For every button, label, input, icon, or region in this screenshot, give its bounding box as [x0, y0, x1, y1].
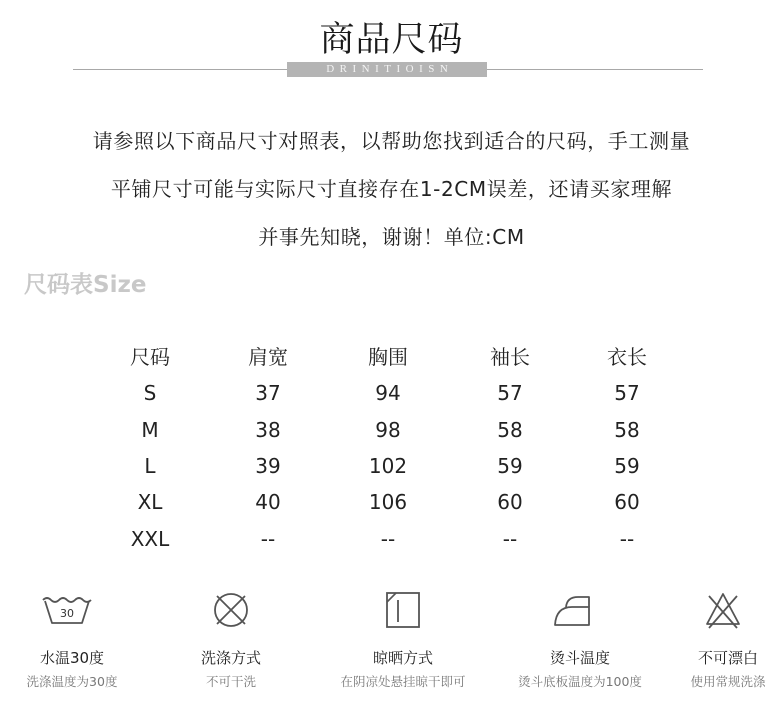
size-label: XXL — [130, 527, 170, 551]
column-header: 衣长 — [607, 345, 647, 369]
table-cell: 57 — [614, 381, 640, 405]
column-header: 袖长 — [490, 345, 530, 369]
wash-30-icon — [7, 588, 127, 632]
column-header: 尺码 — [130, 345, 170, 369]
intro-line: 请参照以下商品尺寸对照表，以帮助您找到适合的尺码，手工测量 — [92, 129, 691, 153]
iron-icon — [552, 593, 592, 627]
table-cell: 58 — [614, 418, 640, 442]
table-cell: -- — [260, 527, 276, 551]
table-cell: 98 — [375, 418, 401, 442]
table-cell: 59 — [614, 454, 640, 478]
size-chart-heading: 尺码表Size — [24, 272, 147, 298]
care-label: 洗涤方式 — [200, 649, 261, 667]
care-item-washing-method — [161, 588, 301, 690]
table-cell: 37 — [255, 381, 281, 405]
no-dry-clean-icon — [161, 588, 301, 632]
table-cell: 60 — [614, 490, 640, 514]
care-note: 不可干洗 — [205, 674, 256, 689]
table-cell: 58 — [497, 418, 523, 442]
size-table — [100, 344, 677, 554]
care-label: 不可漂白 — [697, 649, 758, 667]
table-cell: 60 — [497, 490, 523, 514]
care-note: 在阴凉处悬挂晾干即可 — [340, 674, 466, 689]
care-note: 烫斗底板温度为100度 — [518, 674, 642, 689]
table-cell: -- — [619, 527, 635, 551]
title-band: DRINITIOISN — [287, 62, 487, 77]
column-header: 胸围 — [368, 345, 408, 369]
care-item-ironing — [510, 588, 650, 690]
size-label: M — [141, 418, 159, 442]
care-label: 烫斗温度 — [549, 649, 610, 667]
no-dry-clean-icon — [212, 591, 250, 629]
care-note: 使用常规洗涤 — [690, 674, 766, 689]
table-cell: 38 — [255, 418, 281, 442]
table-cell: -- — [380, 527, 396, 551]
no-bleach-icon — [673, 588, 773, 632]
table-cell: 59 — [497, 454, 523, 478]
table-cell: 39 — [255, 454, 281, 478]
care-note: 洗涤温度为30度 — [26, 674, 118, 689]
table-cell: -- — [502, 527, 518, 551]
care-label: 水温30度 — [39, 649, 105, 667]
table-cell: 40 — [255, 490, 281, 514]
table-cell: 94 — [375, 381, 401, 405]
intro-line: 并事先知晓，谢谢！单位:CM — [258, 225, 525, 249]
care-item-bleach — [678, 588, 778, 690]
wash-temperature-text: 30 — [60, 607, 74, 620]
table-cell: 57 — [497, 381, 523, 405]
care-label: 晾晒方式 — [372, 649, 433, 667]
size-label: S — [143, 381, 157, 405]
wash-30-icon — [41, 595, 93, 625]
page-title: 商品尺码 — [319, 20, 464, 60]
no-bleach-icon — [705, 591, 741, 629]
size-label: XL — [137, 490, 163, 514]
care-item-drying-method — [333, 588, 473, 690]
care-item-wash — [12, 588, 132, 690]
drip-dry-shade-icon — [333, 588, 473, 632]
column-header: 肩宽 — [248, 345, 288, 369]
iron-icon — [502, 588, 642, 632]
size-label: L — [144, 454, 156, 478]
table-cell: 106 — [368, 490, 408, 514]
table-cell: 102 — [368, 454, 408, 478]
intro-line: 平铺尺寸可能与实际尺寸直接存在1-2CM误差，还请买家理解 — [110, 177, 673, 201]
drip-dry-shade-icon — [386, 592, 420, 628]
